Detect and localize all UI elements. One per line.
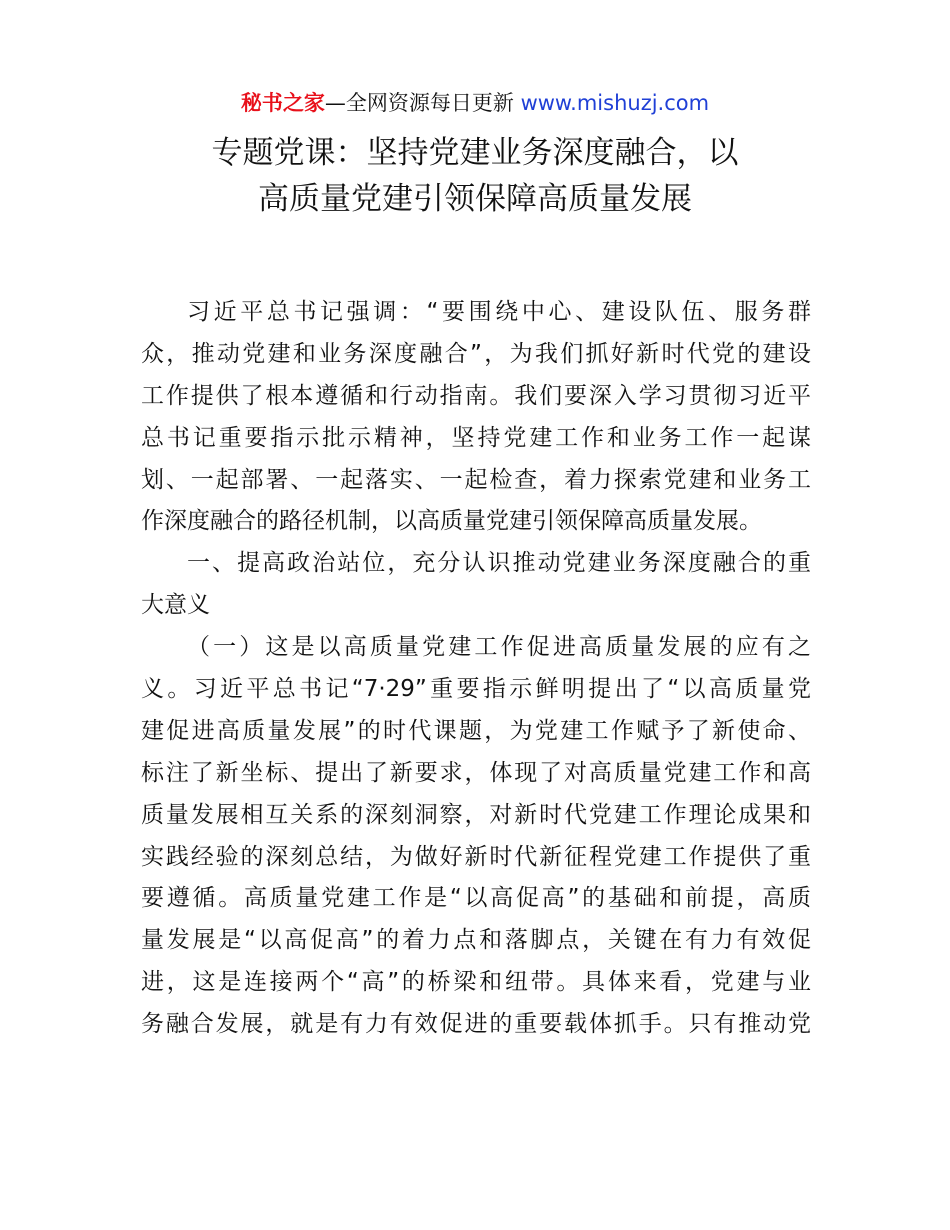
paragraph-line: 建促进高质量发展”的时代课题，为党建工作赋予了新使命、 bbox=[141, 717, 811, 744]
title-line-1: 专题党课：坚持党建业务深度融合，以 bbox=[211, 135, 739, 171]
paragraph-line: 量发展是“以高促高”的着力点和落脚点，关键在有力有效促 bbox=[141, 927, 811, 954]
header-slogan: —全网资源每日更新 bbox=[324, 91, 521, 115]
paragraph-line: 划、一起部署、一起落实、一起检查，着力探索党建和业务工 bbox=[141, 466, 811, 493]
brand-name: 秘书之家 bbox=[240, 91, 325, 115]
paragraph-line: 实践经验的深刻总结，为做好新时代新征程党建工作提供了重 bbox=[141, 843, 811, 870]
section-heading-line: 大意义 bbox=[141, 592, 210, 619]
document-title bbox=[0, 130, 950, 222]
document-body bbox=[141, 292, 811, 1046]
paragraph-line: 义。习近平总书记“7·29”重要指示鲜明提出了“以高质量党 bbox=[141, 676, 811, 703]
paragraph-line: 要遵循。高质量党建工作是“以高促高”的基础和前提，高质 bbox=[141, 885, 811, 912]
paragraph-line: 作深度融合的路径机制，以高质量党建引领保障高质量发展。 bbox=[141, 508, 762, 535]
section-heading-line: 一、提高政治站位，充分认识推动党建业务深度融合的重 bbox=[187, 550, 811, 577]
title-line-2: 高质量党建引领保障高质量发展 bbox=[258, 181, 692, 217]
paragraph-line: 标注了新坐标、提出了新要求，体现了对高质量党建工作和高 bbox=[141, 759, 811, 786]
paragraph-line: 质量发展相互关系的深刻洞察，对新时代党建工作理论成果和 bbox=[141, 801, 811, 828]
paragraph-line: （一）这是以高质量党建工作促进高质量发展的应有之 bbox=[187, 634, 811, 661]
paragraph-line: 众，推动党建和业务深度融合”，为我们抓好新时代党的建设 bbox=[141, 340, 811, 367]
paragraph-line: 总书记重要指示批示精神，坚持党建工作和业务工作一起谋 bbox=[141, 424, 811, 451]
site-url-link[interactable]: www.mishuzj.com bbox=[520, 91, 710, 115]
paragraph-line: 进，这是连接两个“高”的桥梁和纽带。具体来看，党建与业 bbox=[141, 969, 811, 996]
site-header bbox=[0, 88, 950, 118]
paragraph-line: 工作提供了根本遵循和行动指南。我们要深入学习贯彻习近平 bbox=[141, 382, 811, 409]
paragraph-line: 务融合发展，就是有力有效促进的重要载体抓手。只有推动党 bbox=[141, 1011, 811, 1038]
paragraph-line: 习近平总书记强调：“要围绕中心、建设队伍、服务群 bbox=[187, 299, 811, 325]
